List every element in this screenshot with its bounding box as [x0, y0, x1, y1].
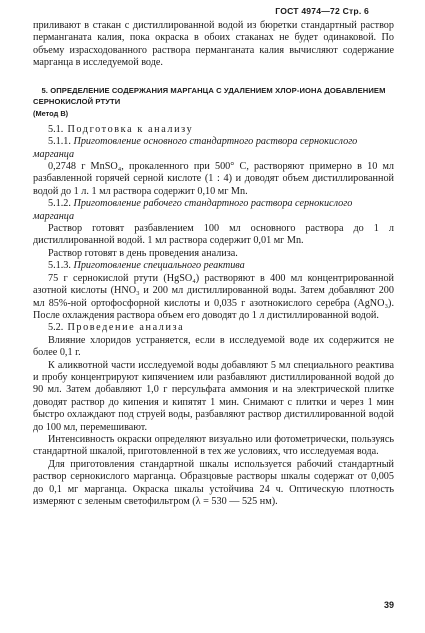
method-label: (Метод В) [33, 108, 69, 118]
page-number: 39 [383, 600, 394, 610]
page-header: ГОСТ 4974—72 Стр. 6 [275, 6, 369, 16]
paragraph-5-2-c: Интенсивность окраски определяют визуально или фотометрически, пользуясь стандартной шкалой, приготовленной в тех же условиях, что исследуемая вода. [33, 433, 394, 458]
subsection-5-1-2-heading [33, 198, 394, 223]
subsection-5-1-3-number: 5.1.3. [48, 260, 71, 272]
subsection-5-1-3-title: Приготовление специального реактива [73, 260, 245, 272]
text-column [33, 20, 394, 508]
subsection-5-1-title: Подготовка к анализу [67, 123, 194, 135]
subsection-5-1-1-title: Приготовление основного стандартного раствора сернокислого марганца [33, 136, 358, 160]
paragraph-5-1-1: 0,2748 г MnSO₄, прокаленного при 500° С, растворяют примерно в 10 мл разбавленной горячей серной кислоте (1 : 4) и доводят объем дистиллированной водой до 1 л. 1 мл раствора содержит 0,10 мг Mn. [33, 161, 394, 197]
subsection-5-1-2-number: 5.1.2. [48, 198, 71, 210]
intro-paragraph: приливают в стакан с дистиллированной водой из бюретки стандартный раствор перманганата калия, пока окраска в обоих стаканах не будет одинаковой. По объему израсходованного раствора перманганата калия вычисляют содержание марганца в исследуемой воде. [33, 20, 394, 69]
section-title: 5. ОПРЕДЕЛЕНИЕ СОДЕРЖАНИЯ МАРГАНЦА С УДАЛЕНИЕМ ХЛОР-ИОНА ДОБАВЛЕНИЕМ СЕРНОКИСЛОЙ РТУТИ [33, 85, 386, 107]
paragraph-5-1-2-a: Раствор готовят разбавлением 100 мл основного раствора до 1 л дистиллированной водой. 1 мл раствора содержит 0,01 мг Mn. [33, 223, 394, 247]
subsection-5-2-number: 5.2. [48, 322, 64, 334]
subsection-5-1-3-heading [33, 260, 394, 272]
paragraph-5-2-b: К аликвотной части исследуемой воды добавляют 5 мл специального реактива и пробу концентрируют кипячением или разбавляют дистиллированной водой до 90 мл. Затем добавляют 1,0 г персульфата аммония и на электрической плитке доводят раствор до кипения и кипятят 1 мин. Снимают с плитки и через 1 мин быстро охлаждают под струей воды, разбавляют раствор дистиллированной водой до 100 мл, перемешивают. [33, 359, 394, 433]
subsection-5-1-1-heading [33, 136, 394, 161]
subsection-5-1-number: 5.1. [48, 123, 64, 135]
subsection-5-1-heading [33, 124, 394, 136]
subsection-5-1-2-title: Приготовление рабочего стандартного раствора сернокислого марганца [33, 198, 353, 222]
paragraph-5-1-2-b: Раствор готовят в день проведения анализа. [48, 247, 238, 259]
paragraph-5-1-3: 75 г сернокислой ртути (HgSO₄) растворяют в 400 мл концентрированной азотной кислоты (HNO₃ и 200 мл дистиллированной воды. Затем добавляют 200 мл 85%-ной ортофосфорной кислоты и 0,035 г азотнокислого серебра (AgNO₃). После охлаждения раствора объем его доводят до 1 л дистиллированной водой. [33, 272, 394, 321]
subsection-5-2-heading [33, 322, 394, 334]
paragraph-5-2-a: Влияние хлоридов устраняется, если в исследуемой воде их содержится не более 0,1 г. [33, 334, 394, 359]
paragraph-5-2-d: Для приготовления стандартной шкалы используется рабочий стандартный раствор сернокислого марганца. Образцовые растворы шкалы содержат от 0,005 до 0,1 мг марганца. Окраска шкалы устойчива 24 ч. Оптическую плотность измеряют с зеленым светофильтром (λ = 530 — 525 нм). [33, 458, 394, 507]
subsection-5-2-title: Проведение анализа [67, 322, 185, 334]
subsection-5-1-1-number: 5.1.1. [48, 136, 71, 148]
